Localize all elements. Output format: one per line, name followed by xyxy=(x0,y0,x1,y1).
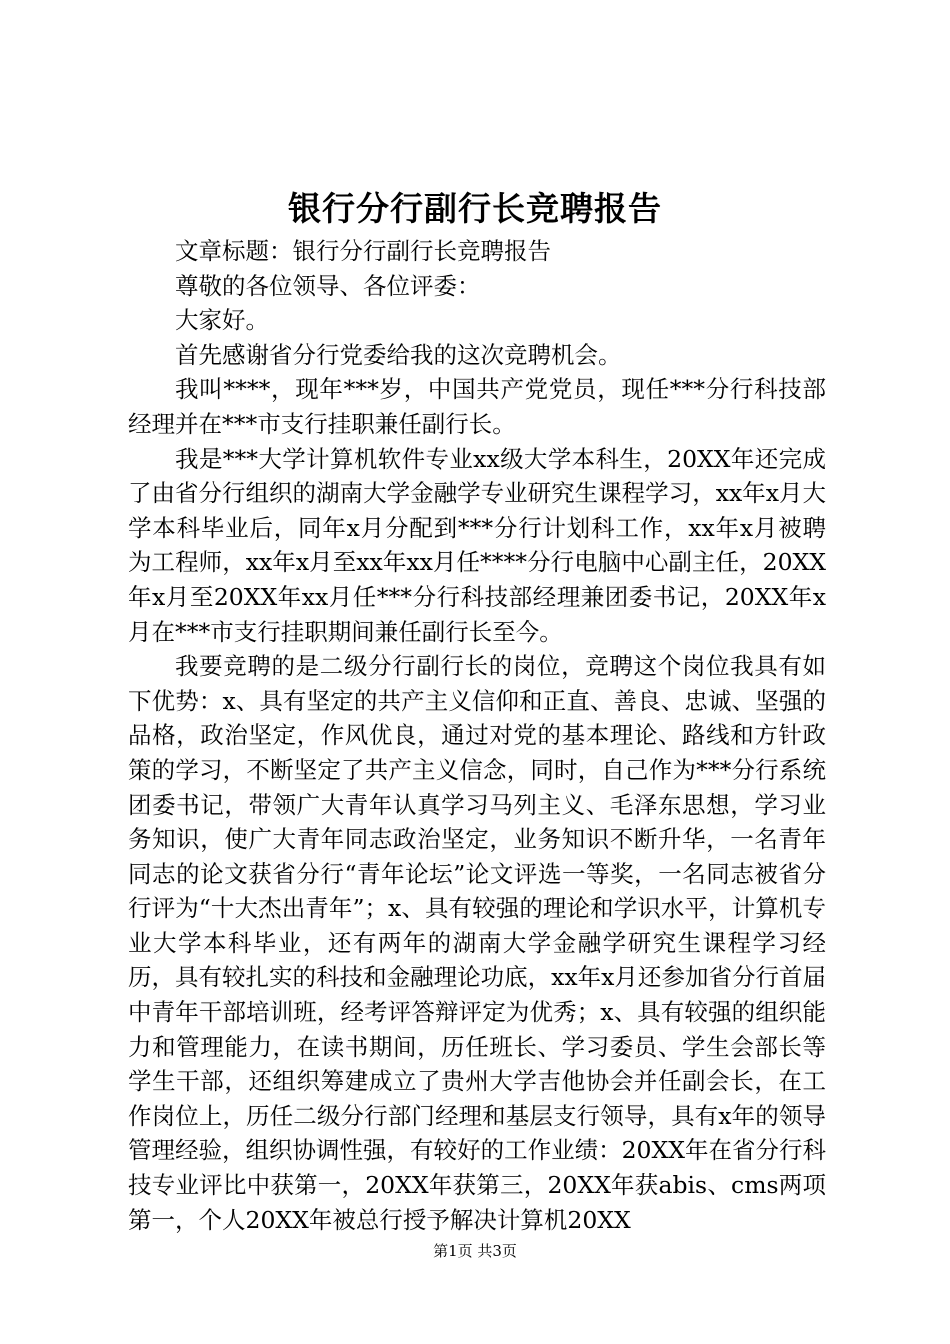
paragraph-article-title: 文章标题：银行分行副行长竞聘报告 xyxy=(175,237,551,265)
document-title: 银行分行副行长竞聘报告 xyxy=(288,189,662,228)
paragraph-thanks: 首先感谢省分行党委给我的这次竞聘机会。 xyxy=(175,340,622,369)
document-body xyxy=(128,234,826,1237)
paragraph-salutation: 尊敬的各位领导、各位评委： xyxy=(175,271,481,300)
paragraph-self-intro: 我叫****，现年***岁，中国共产党党员，现任***分行科技部经理并在***市支行挂职兼任副行长。 xyxy=(128,375,826,438)
paragraph-education-career: 我是***大学计算机软件专业xx级大学本科生，20XX年还完成了由省分行组织的湖南大学金融学专业研究生课程学习，xx年x月大学本科毕业后，同年x月分配到***分行计划科工作，xx年x月被聘为工程师，xx年x月至xx年xx月任****分行电脑中心副主任，20XX年x月至20XX年xx月任***分行科技部经理兼团委书记，20XX年x月在***市支行挂职期间兼任副行长至今。 xyxy=(128,444,826,646)
page-footer: 第1页 共3页 xyxy=(433,1242,517,1260)
paragraph-greeting: 大家好。 xyxy=(175,306,269,335)
paragraph-advantages: 我要竞聘的是二级分行副行长的岗位，竞聘这个岗位我具有如下优势：x、具有坚定的共产主义信仰和正直、善良、忠诚、坚强的品格，政治坚定，作风优良，通过对党的基本理论、路线和方针政策的学习，不断坚定了共产主义信念，同时，自己作为***分行系统团委书记，带领广大青年认真学习马列主义、毛泽东思想，学习业务知识，使广大青年同志政治坚定，业务知识不断升华，一名青年同志的论文获省分行“青年论坛”论文评选一等奖，一名同志被省分行评为“十大杰出青年”；x、具有较强的理论和学识水平，计算机专业大学本科毕业，还有两年的湖南大学金融学研究生课程学习经历，具有较扎实的科技和金融理论功底，xx年x月还参加省分行首届中青年干部培训班，经考评答辩评定为优秀；x、具有较强的组织能力和管理能力，在读书期间，历任班长、学习委员、学生会部长等学生干部，还组织筹建成立了贵州大学吉他协会并任副会长，在工作岗位上，历任二级分行部门经理和基层支行领导，具有x年的领导管理经验，组织协调性强，有较好的工作业绩：20XX年在省分行科技专业评比中获第一，20XX年获第三，20XX年获abis、cms两项第一，个人20XX年被总行授予解决计算机20XX xyxy=(128,652,826,1234)
